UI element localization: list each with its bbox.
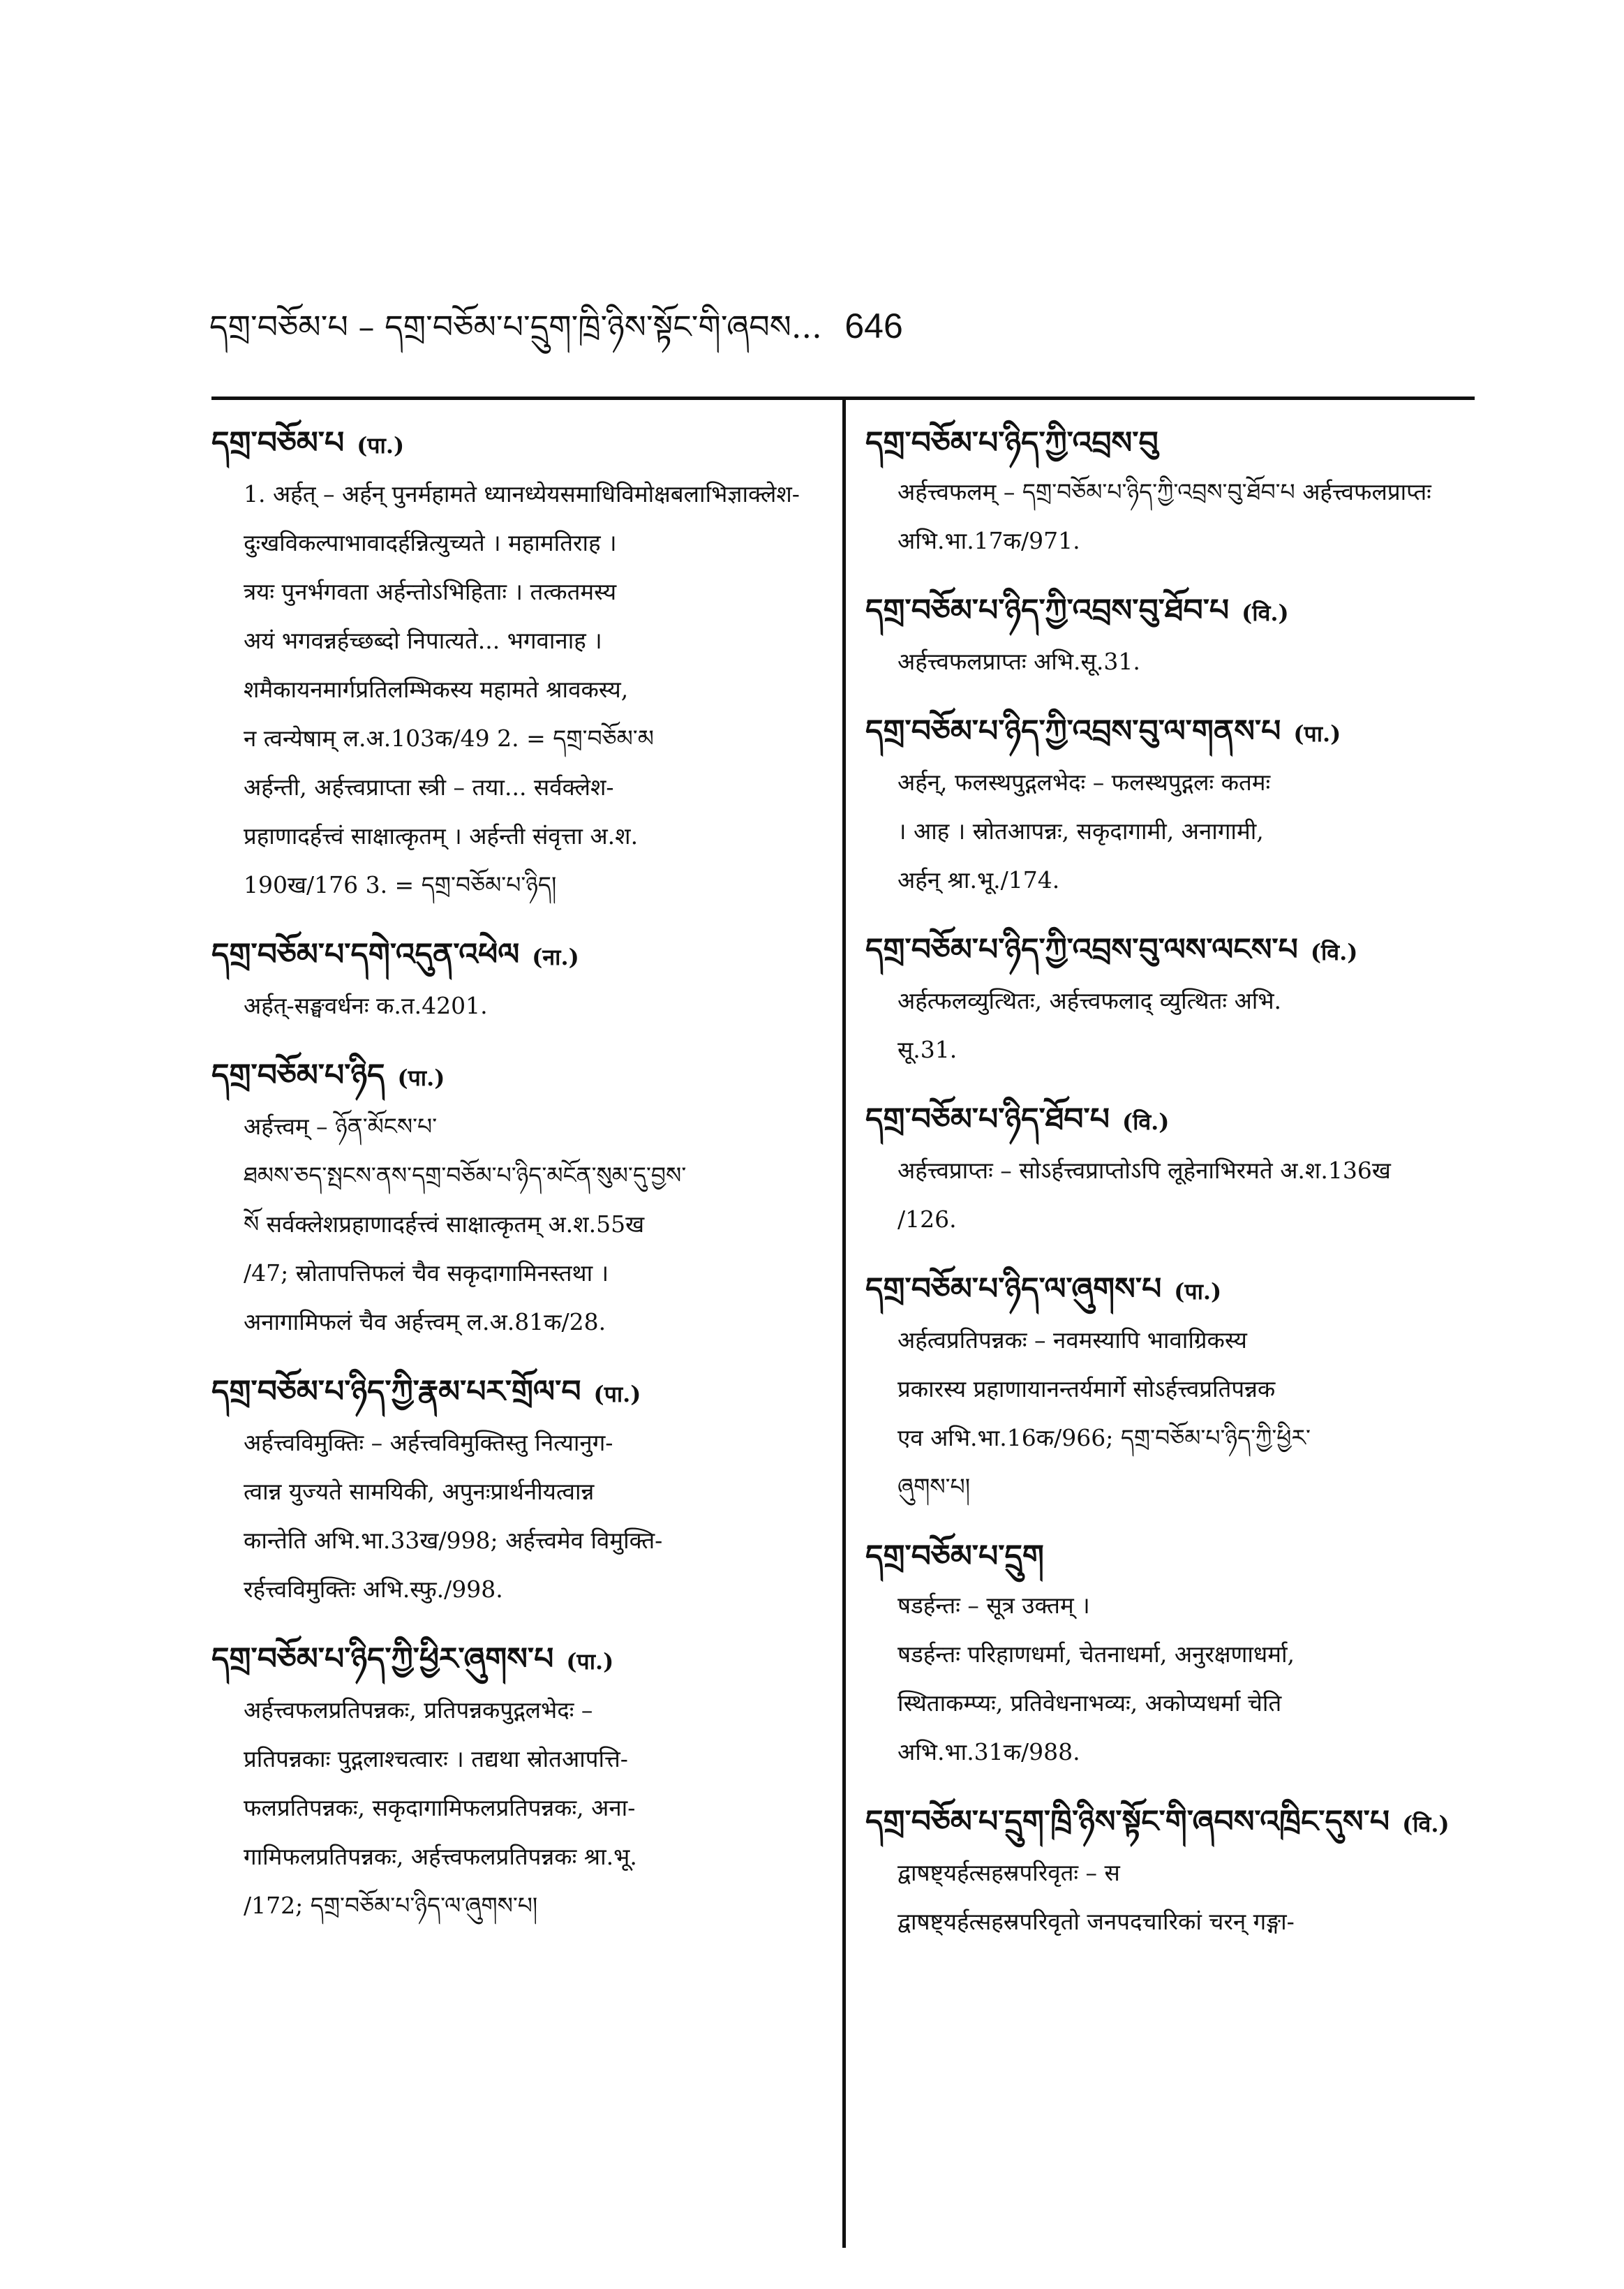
entry-headline: [211, 931, 812, 981]
dictionary-entry: [865, 707, 1473, 905]
definition-line: अभि.भा.31क/988.: [897, 1738, 1080, 1765]
grammar-tag: (पा.): [1174, 1278, 1222, 1305]
entry-definition: [211, 470, 812, 910]
definition-line: प्रकारस्य प्रहाणायानन्तर्यमार्गे सोऽर्हत्त्वप्रतिपन्नक: [897, 1375, 1276, 1402]
entry-headword: དགྲ་བཅོམ་པ་དྲུག: [865, 1539, 1044, 1574]
entry-definition: [211, 1418, 812, 1614]
entry-definition: [865, 758, 1473, 905]
entry-headword: དགྲ་བཅོམ་པ་ཉིད་ཀྱི་རྣམ་པར་གྲོལ་བ: [211, 1374, 581, 1409]
dictionary-entry: [211, 931, 812, 1030]
definition-line: त्वान्न युज्यते सामयिकी, अपुनःप्रार्थनीयत्वान्न: [244, 1478, 595, 1505]
entry-headline: [865, 707, 1473, 758]
grammar-tag: (पा.): [397, 1065, 445, 1091]
definition-line: अर्हत्त्वविमुक्तिः – अर्हत्त्वविमुक्तिस्तु नित्यानुग-: [244, 1429, 613, 1456]
definition-line: षडर्हन्तः परिहाणधर्मा, चेतनाधर्मा, अनुरक्षणाधर्मा,: [897, 1640, 1295, 1668]
entry-headword: དགྲ་བཅོམ་པ་ཉིད་ཀྱི་འབྲས་བུ་ལས་ལངས་པ: [865, 932, 1298, 968]
dictionary-entry: [865, 1095, 1473, 1244]
definition-line: प्रहाणादर्हत्त्वं साक्षात्कृतम् । अर्हन्ती संवृत्ता अ.श.: [244, 822, 639, 850]
definition-line: 190ख/176 3. = དགྲ་བཅོམ་པ་ཉིད།: [244, 871, 557, 898]
definition-line: अर्हत्त्वफलप्रतिपन्नकः, प्रतिपन्नकपुद्गलभेदः –: [244, 1696, 593, 1724]
entry-headword: དགྲ་བཅོམ་པ་ཉིད་ཀྱི་འབྲས་བུ: [865, 425, 1159, 461]
column-divider: [842, 398, 846, 2248]
entry-headline: [865, 419, 1473, 468]
dictionary-entry: [211, 1368, 812, 1614]
definition-line: स्थिताकम्प्यः, प्रतिवेधनाभव्यः, अकोप्यधर्मा चेति: [897, 1689, 1282, 1717]
dictionary-entry: [865, 926, 1473, 1074]
definition-line: कान्तेति अभि.भा.33ख/998; अर्हत्त्वमेव विमुक्ति-: [244, 1527, 663, 1554]
entry-definition: [865, 1146, 1473, 1244]
definition-line: अर्हत्-सङ्घवर्धनः क.त.4201.: [244, 992, 488, 1019]
entry-headword: དགྲ་བཅོམ་པ་དགེ་འདུན་འཕེལ: [211, 937, 520, 972]
entry-definition: [211, 1686, 812, 1930]
dictionary-entry: [865, 1798, 1473, 1946]
dictionary-entry: [865, 586, 1473, 686]
entry-definition: [865, 1849, 1473, 1946]
entry-headline: [211, 1368, 812, 1418]
dictionary-entry: [211, 1635, 812, 1930]
page-number: 646: [844, 306, 903, 346]
definition-line: अर्हत्त्वम् – ཉོན་མོངས་པ་: [244, 1113, 438, 1140]
entry-headword: དགྲ་བཅོམ་པ་ཉིད་ཀྱི་འབྲས་བུ་ཐོབ་པ: [865, 593, 1230, 628]
entry-headline: [865, 1798, 1473, 1849]
entry-headline: [865, 586, 1473, 637]
entry-headword: དགྲ་བཅོམ་པ: [211, 425, 345, 461]
entry-definition: [211, 981, 812, 1030]
entry-headline: [865, 1265, 1473, 1316]
entry-headline: [211, 1635, 812, 1686]
entry-headline: [865, 926, 1473, 977]
definition-line: शमैकायनमार्गप्रतिलम्भिकस्य महामते श्रावकस्य,: [244, 676, 629, 703]
entry-definition: [865, 468, 1473, 565]
grammar-tag: (ना.): [532, 944, 579, 970]
dictionary-entry: [865, 1532, 1473, 1777]
definition-line: । आह । स्रोतआपन्नः, सकृदागामी, अनागामी,: [897, 817, 1264, 845]
definition-line: अभि.भा.17क/971.: [897, 527, 1080, 554]
grammar-tag: (पा.): [593, 1381, 641, 1407]
definition-line: न त्वन्येषाम् ल.अ.103क/49 2. = དགྲ་བཅོམ་མ: [244, 725, 654, 752]
definition-line: रर्हत्त्वविमुक्तिः अभि.स्फु./998.: [244, 1576, 503, 1603]
definition-line: /172; དགྲ་བཅོམ་པ་ཉིད་ལ་ཞུགས་པ།: [244, 1892, 538, 1919]
left-column: [211, 419, 812, 1951]
grammar-tag: (वि.): [1402, 1811, 1450, 1837]
entry-headline: [211, 419, 812, 470]
entry-headline: [865, 1095, 1473, 1146]
dictionary-entry: [865, 1265, 1473, 1511]
entry-definition: [211, 1102, 812, 1347]
definition-line: फलप्रतिपन्नकः, सकृदागामिफलप्रतिपन्नकः, अना-: [244, 1794, 636, 1821]
definition-line: अर्हन् श्रा.भू./174.: [897, 866, 1060, 894]
header-range: དགྲ་བཅོམ་པ – དགྲ་བཅོམ་པ་དྲུག་ཁྲི་ཉིས་སྟོང་གི་ཞབས...: [209, 308, 822, 346]
grammar-tag: (पा.): [357, 432, 405, 459]
definition-line: द्वाषष्ट्यर्हत्सहस्रपरिवृतः – स: [897, 1859, 1120, 1886]
entry-headword: དགྲ་བཅོམ་པ་ཉིད་ཀྱི་འབྲས་བུ་ལ་གནས་པ: [865, 713, 1281, 749]
definition-line: द्वाषष्ट्यर्हत्सहस्रपरिवृतो जनपदचारिकां चरन् गङ्गा-: [897, 1908, 1295, 1935]
entry-definition: [865, 1316, 1473, 1511]
dictionary-entry: [211, 419, 812, 910]
grammar-tag: (वि.): [1310, 939, 1358, 965]
dictionary-entry: [865, 419, 1473, 565]
grammar-tag: (वि.): [1122, 1109, 1170, 1135]
definition-line: अर्हत्फलव्युत्थितः, अर्हत्त्वफलाद् व्युत्थितः अभि.: [897, 987, 1282, 1014]
definition-line: अनागामिफलं चैव अर्हत्त्वम् ल.अ.81क/28.: [244, 1308, 606, 1335]
entry-headword: དགྲ་བཅོམ་པ་དྲུག་ཁྲི་ཉིས་སྟོང་གི་ཞབས་འཁྲིང་དུས་པ: [865, 1804, 1390, 1839]
entry-headword: དགྲ་བཅོམ་པ་ཉིད་ཐོབ་པ: [865, 1102, 1110, 1137]
definition-line: अर्हत्त्वप्राप्तः – सोऽर्हत्त्वप्राप्तोऽपि लूहेनाभिरमते अ.श.136ख: [897, 1157, 1391, 1184]
grammar-tag: (पा.): [1293, 720, 1341, 747]
entry-headline: [865, 1532, 1473, 1581]
grammar-tag: (वि.): [1242, 600, 1289, 626]
grammar-tag: (पा.): [566, 1648, 614, 1675]
entry-headword: དགྲ་བཅོམ་པ་ཉིད་ལ་ཞུགས་པ: [865, 1271, 1162, 1307]
definition-line: अयं भगवन्नर्हच्छब्दो निपात्यते... भगवानाह ।: [244, 627, 602, 654]
entry-definition: [865, 637, 1473, 686]
definition-line: ཐམས་ཅད་སྤངས་ནས་དགྲ་བཅོམ་པ་ཉིད་མངོན་སུམ་དུ་བྱས་: [244, 1162, 687, 1189]
definition-line: गामिफलप्रतिपन्नकः, अर्हत्त्वफलप्रतिपन्नकः श्रा.भू.: [244, 1843, 637, 1870]
definition-line: सू.31.: [897, 1036, 958, 1063]
running-header: [209, 292, 903, 382]
entry-headword: དགྲ་བཅོམ་པ་ཉིད: [211, 1058, 385, 1093]
definition-line: अर्हन्, फलस्थपुद्गलभेदः – फलस्थपुद्गलः कतमः: [897, 769, 1271, 796]
entry-headline: [211, 1051, 812, 1102]
definition-line: अर्हत्वप्रतिपन्नकः – नवमस्यापि भावाग्रिकस्य: [897, 1326, 1247, 1354]
definition-line: दुःखविकल्पाभावादर्हन्नित्युच्यते । महामतिराह ।: [244, 529, 617, 556]
definition-line: ཞུགས་པ།: [897, 1473, 971, 1500]
definition-line: 1. अर्हत् – अर्हन् पुनर्महामते ध्यानध्येयसमाधिविमोक्षबलाभिज्ञाक्लेश-: [244, 480, 800, 508]
definition-line: /126.: [897, 1206, 957, 1233]
definition-line: སོ सर्वक्लेशप्रहाणादर्हत्त्वं साक्षात्कृतम् अ.श.55ख: [244, 1210, 645, 1238]
right-column: [865, 419, 1473, 1967]
entry-headword: དགྲ་བཅོམ་པ་ཉིད་ཀྱི་ཕྱིར་ཞུགས་པ: [211, 1641, 554, 1677]
definition-line: प्रतिपन्नकाः पुद्गलाश्चत्वारः । तद्यथा स्रोतआपत्ति-: [244, 1745, 628, 1772]
definition-line: /47; स्रोतापत्तिफलं चैव सकृदागामिनस्तथा ।: [244, 1259, 609, 1287]
definition-line: एव अभि.भा.16क/966; དགྲ་བཅོམ་པ་ཉིད་ཀྱི་ཕྱིར་: [897, 1424, 1311, 1451]
definition-line: त्रयः पुनर्भगवता अर्हन्तोऽभिहिताः । तत्कतमस्य: [244, 578, 617, 605]
definition-line: अर्हत्त्वफलम् – དགྲ་བཅོམ་པ་ཉིད་ཀྱི་འབྲས་བུ་ཐོབ་པ अर्हत्त्वफलप्राप्तः: [897, 478, 1431, 505]
definition-line: अर्हत्त्वफलप्राप्तः अभि.सू.31.: [897, 648, 1140, 675]
dictionary-entry: [211, 1051, 812, 1347]
entry-definition: [865, 977, 1473, 1074]
definition-line: षडर्हन्तः – सूत्र उक्तम् ।: [897, 1592, 1090, 1619]
definition-line: अर्हन्ती, अर्हत्त्वप्राप्ता स्त्री – तया... सर्वक्लेश-: [244, 773, 614, 801]
entry-definition: [865, 1581, 1473, 1777]
